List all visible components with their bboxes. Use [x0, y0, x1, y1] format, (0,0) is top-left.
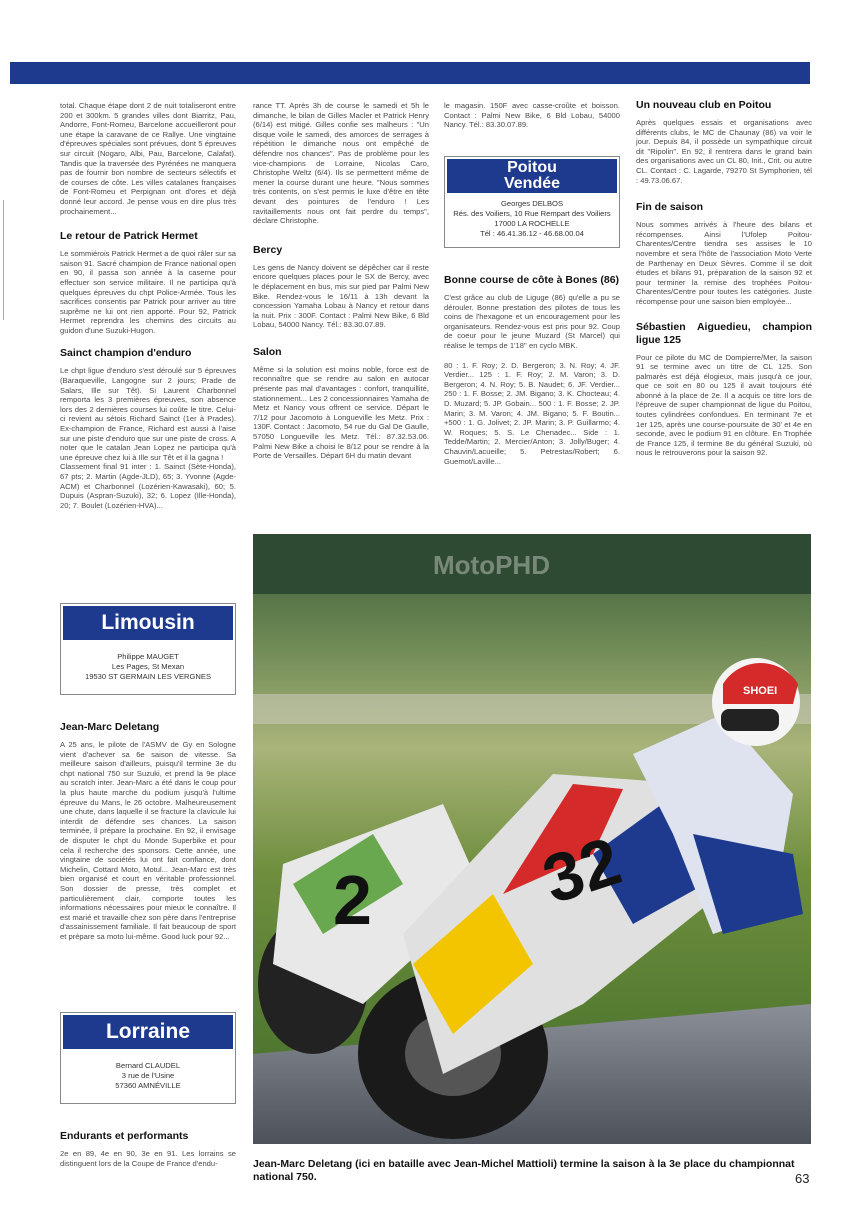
column-3: [444, 101, 620, 130]
article-bercy: Les gens de Nancy doivent se dépêcher car il reste encore quelques places pour le SX de Bercy, avec le déplacement en bus, mis sur pied par Palmi New Bike. Rendez-vous le 16/11 à 13h devant la concession Yamaha Lobau à Nancy et retour dans la nuit. Prix : 300F. Contact : Palmi New Bike, 6 Bld Lobau, 54000 Nancy. Tél.: 83.30.07.89.: [253, 262, 429, 330]
limousin-box: [60, 603, 236, 695]
lorraine-line-2: 3 rue de l'Usine: [121, 1071, 175, 1080]
magasin-text: le magasin. 150F avec casse-croûte et boisson. Contact : Palmi New Bike, 6 Bld Lobau, 54000 Nancy. Tél.: 83.30.07.89.: [444, 101, 620, 130]
page-number: 63: [795, 1171, 810, 1186]
heading-aiguedieu: Sébastien Aiguedieu, champion ligue 125: [636, 320, 812, 346]
page-edge-mark: [3, 200, 4, 320]
article-deletang: A 25 ans, le pilote de l'ASMV de Gy en Sologne vient d'achever sa 6e saison de vitesse. Sa meilleure saison d'ailleurs, puisqu'il termine 3e du chpt national 750 sur Suzuki, et prend la 9e place au scratch inter. Jean-Marc a été dans le coup pour la plus haute marche du podium jusqu'à l'ultime épreuve du Mans, le 26 octobre. Malheureusement une chute, dans laquelle il se fracture la clavicule lui interdit de défendre ses chances. La saison terminée, il prépare la prochaine. En 92, il envisage de disputer le chpt du Monde Superbike et pour cela il recherche des sponsors. Cette année, une vingtaine de sociétés lui ont fait confiance, dont Michelin, Cottard Moto, Motul... Jean-Marc est très bien organisé et court en véritable professionnel. Son dossier de presse, très complet et particulièrement clair, comporte toutes les informations nécessaires pour mieux le connaître. Il est marié et travaille chez son père dans l'entreprise d'assainissement familiale. Il fait beaucoup de sport et prépare sa moto lui-même. Good luck pour 92...: [60, 740, 236, 941]
poitou-vendee-box: [444, 156, 620, 248]
poitou-line-2: Rés. des Voiliers, 10 Rue Rempart des Voiliers: [453, 209, 611, 218]
heading-bones: Bonne course de côte à Bones (86): [444, 274, 620, 286]
column-4: [636, 87, 812, 458]
column-3-lower: [444, 262, 620, 466]
article-hermet: Le sommiérois Patrick Hermet a de quoi râler sur sa saison 91. Sacré champion de France national open en 90, il passa son année à la caserne pour effectuer son service militaire. Il ne participa qu'à quelques épreuves du chpt Police-Armée. Tous les sacrifices consentis par Patrick pour arriver au titre suprême ne lui ont rien apporté. Pour 92, Patrick Hermet reprendra les chemins des circuits au guidon d'une Suzuki-Hugon.: [60, 249, 236, 335]
poitou-line-3: 17000 LA ROCHELLE: [494, 219, 570, 228]
limousin-line-2: Les Pages, St Mexan: [111, 662, 185, 671]
article-salon: Même si la solution est moins noble, force est de reconnaître que se rendre au salon en autocar présente pas mal d'avantages : confort, tranquillité, stationnement... Les 2 concessionnaires Yamaha de Metz et Nancy vous offrent ce service. Départ le 7/12 pour Jacomoto à Longueville les Metz. Prix : 130F. Contact : Jacomoto, 54 rue du Gal De Gaulle, 57050 Longueville les Metz. Tél.: 87.32.53.06. Palmi New Bike a choisi le 8/12 pour se rendre à la Porte de Versailles. Départ 6H du matin devant: [253, 364, 429, 461]
article-endurants: 2e en 89, 4e en 90, 3e en 91. Les lorrains se distinguent lors de la Coupe de France d'endu-: [60, 1149, 236, 1168]
race-photo: [253, 534, 811, 1144]
watermark: MotoPHD: [433, 550, 550, 580]
lorraine-line-3: 57360 AMNÉVILLE: [115, 1081, 181, 1090]
article-new-club: Après quelques essais et organisations avec différents clubs, le MC de Chaunay (86) va voir le jour. Depuis 84, il possède un sympathique circuit dit "Ripolin". En 92, il rentrera dans le grand bain des organisations avec un CL 80, Init., Crit. ou autre CL. Contact : C. Lagarde, 79270 St Symphorien, tél : 49.73.06.67.: [636, 118, 812, 185]
poitou-line-4: Tél : 46.41.36.12 - 46.68.00.04: [480, 229, 584, 238]
bones-results: 80 : 1. F. Roy; 2. D. Bergeron; 3. N. Roy; 4. JF. Verdier... 125 : 1. F. Roy; 2. M. Varon; 3. D. Bergeron; 4. N. Roy; 5. B. Naudet; 6. JF. Verdier... 250 : 1. F. Bosse; 2. JM. Bigano; 3. K. Chocteau; 4. D. Muzard; 5. JP. Gobain... 500 : 1. F. Bosse; 2. JP. Marin; 3. M. Varon; 4. JM. Bigano; 5. F. Boutin... +500 : 1. G. Jolivet; 2. JP. Marin; 3. P. Guillarmo; 4. W. Roques; 5. S. Le Chenadec... Side : 1. Tedde/Martin; 2. Mercier/Anton; 3. Jolly/Buger; 4. Chauvin/Lacueille; 5. Petrestas/Robert; 6. Guemot/Laville...: [444, 360, 620, 466]
article-fin-saison: Nous sommes arrivés à l'heure des bilans et récompenses. Ainsi l'Ufolep Poitou-Charentes/Centre tiendra ses assises le 10 novembre et sera l'hôte de l'association Moto Verte de Parthenay en Deux Sèvres. Comme il se doit études et bilans 91, préparation de la saison 92 et pour terminer la remise des trophées Poitou-Charentes/Centre pour toutes les catégories. Juste récompense pour une saison bien employée...: [636, 220, 812, 306]
article-bones: C'est grâce au club de Liguge (86) qu'elle a pu se dérouler. Bonne prestation des pilotes de tous les coins de l'hexagone et un encouragement pour les organisateurs. Rendez-vous est pris pour 92. Coup de coeur pour le jeune Muzard (St Marcel) qui réalise le temps de 1'18'' en cyclo MBK.: [444, 293, 620, 350]
lorraine-box: [60, 1012, 236, 1104]
poitou-title-2: Vendée: [503, 175, 561, 192]
heading-hermet: Le retour de Patrick Hermet: [60, 230, 198, 243]
lorraine-title: Lorraine: [63, 1015, 233, 1049]
bike-number: 32: [534, 822, 630, 919]
helmet-brand: SHOEI: [743, 685, 778, 697]
article-sainct: Le chpt ligue d'enduro s'est déroulé sur 5 épreuves (Baraqueville, Langogne sur 2 jours; Prade de Salars, Ille sur Têt). Si Laurent Charbonnel remporta les 3 premières épreuves, son absence lors des 2 dernières courses lui coûte le titre. Celui-ci revient au sétois Richard Sainct (1er à Prades). Ex-champion de France, Richard est aussi à l'aise sur une piste d'enduro que sur une piste de cross. A noter que le catalan Jean Lopez ne participa qu'à une épreuve chez lui à Ille sur Têt et il la gagna !: [60, 366, 236, 462]
column-1-bottom: [60, 1118, 236, 1168]
heading-deletang: Jean-Marc Deletang: [60, 721, 160, 733]
limousin-line-1: Philippe MAUGET: [117, 652, 179, 661]
svg-text:2: 2: [333, 861, 372, 939]
limousin-title: Limousin: [63, 606, 233, 640]
heading-bercy: Bercy: [253, 243, 283, 256]
heading-salon: Salon: [253, 345, 282, 358]
poitou-line-1: Georges DELBOS: [500, 199, 564, 208]
heading-new-club: Un nouveau club en Poitou: [636, 99, 772, 111]
sainct-classification: Classement final 91 inter : 1. Sainct (Sète-Honda), 67 pts; 2. Martin (Agde-JLD), 65; 3. Yvonne (Agde-ACM) et Charbonnel (Lozérien-Kawasaki), 60; 5. Dupuis (Aspran-Suzuki), 32; 6. Lopez (Ille-Honda), 20; 7. Boulet (Lozérien-HVA)...: [60, 462, 236, 510]
poitou-title-1: Poitou: [507, 159, 557, 176]
heading-sainct: Sainct champion d'enduro: [60, 347, 192, 360]
heading-fin-saison: Fin de saison: [636, 201, 704, 214]
intro-text: total. Chaque étape dont 2 de nuit totaliseront entre 200 et 300km. 5 grandes villes dont Biarritz, Pau, Andorre, Font-Romeu, Barcelone accueilleront pour une étape la caravane de ce Rallye. Une vingtaine d'épreuves spéciales sont prévues, dont 5 épreuves sur circuit (Nogaro, Albi, Pau, Barcelone, Calafat). Tandis que la traversée des Pyrénées ne manquera pas de fournir bon nombre de secteurs sélectifs et de courses de côte. Les villes catalanes françaises de Font-Romeu et Perpignan ont d'ores et déjà donné leur accord. Je pense vous en dire plus très prochainement...: [60, 101, 236, 216]
photo-caption: Jean-Marc Deletang (ici en bataille avec Jean-Michel Mattioli) termine la saison à la 3e place du championnat national 750.: [253, 1158, 795, 1183]
limousin-line-3: 19530 ST GERMAIN LES VERGNES: [84, 672, 212, 681]
poitou-title: [447, 159, 617, 193]
lorraine-line-1: Bernard CLAUDEL: [115, 1061, 181, 1070]
heading-endurants: Endurants et performants: [60, 1130, 189, 1142]
column-1: [60, 101, 236, 510]
section-header-bar: [10, 62, 810, 84]
column-2: [253, 101, 429, 461]
enduro-text: rance TT. Après 3h de course le samedi et 5h le dimanche, le bilan de Gilles Macler et Patrick Henry (6/14) est mitigé. Gilles confie ses malheurs : "Un disque voile le samedi, des amorces de serrages à répétition le dimanche nous ont empêché de défendre nos chances". Pas de problème pour les vice-champions de Lorraine, Nicolas Caro, Christophe Weltz (6/4). Ils se permettent même de mener la course durant une heure. "Nous sommes très contents, on s'est permis le luxe d'être en tête devant des pointures de l'enduro ! Les ravitaillements nous ont fait perdre du temps", déclare Christophe.: [253, 101, 429, 226]
article-aiguedieu: Pour ce pilote du MC de Dompierre/Mer, la saison 91 se termine avec un titre de CL 125. Son palmarès est déjà élogieux, mais jusqu'à ce jour, que ce soit en 80 ou 125 il avait toujours été abonné à la place de 2e. Il a acquis ce titre lors de l'épreuve de super championnat de ligue du Poitou, toutes cylindrées confondues. En terminant 7e et 1er 125, après une course-poursuite de 30' et 4e en seconde, avec le podium 91 en clôture. En Trophée de France 125, il termine 8e du général Suzuki, où nous le retrouverons pour la saison 92.: [636, 352, 812, 458]
column-1-lower: [60, 709, 236, 941]
